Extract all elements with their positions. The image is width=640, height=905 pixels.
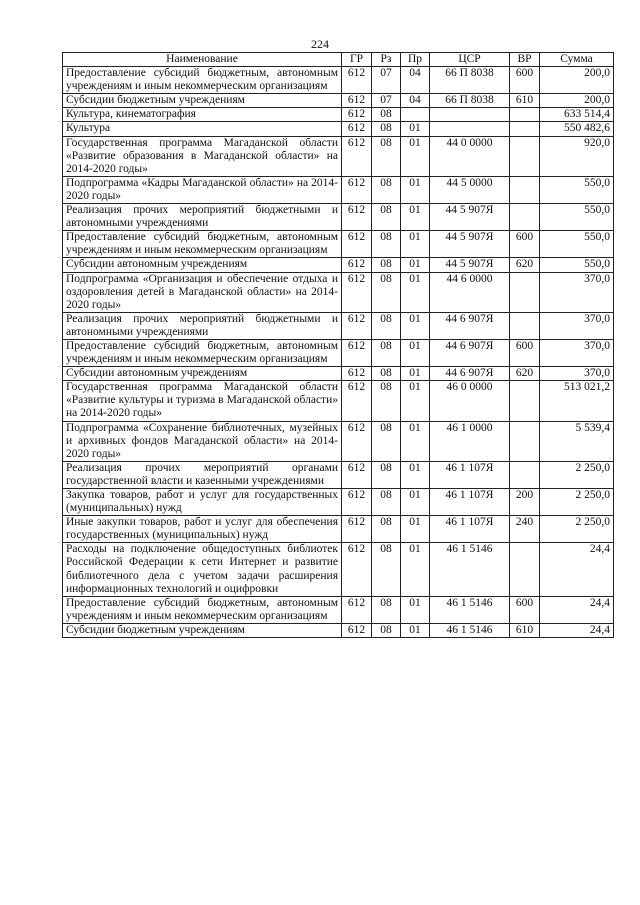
cell-vr bbox=[510, 461, 540, 488]
cell-csr: 46 1 5146 bbox=[430, 596, 510, 623]
cell-sum: 370,0 bbox=[540, 339, 614, 366]
cell-pr bbox=[401, 108, 430, 122]
page-number: 224 bbox=[311, 37, 329, 51]
cell-pr: 01 bbox=[401, 421, 430, 461]
cell-vr: 200 bbox=[510, 489, 540, 516]
table-row bbox=[63, 421, 614, 461]
table-row bbox=[63, 136, 614, 176]
cell-vr bbox=[510, 204, 540, 231]
cell-csr: 44 6 0000 bbox=[430, 272, 510, 312]
cell-csr: 46 1 107Я bbox=[430, 461, 510, 488]
cell-sum: 370,0 bbox=[540, 272, 614, 312]
cell-sum: 550,0 bbox=[540, 176, 614, 203]
cell-sum: 550 482,6 bbox=[540, 122, 614, 136]
cell-sum: 550,0 bbox=[540, 231, 614, 258]
column-header-name: Наименование bbox=[63, 53, 342, 67]
cell-vr bbox=[510, 122, 540, 136]
table-row bbox=[63, 108, 614, 122]
cell-rz: 08 bbox=[372, 367, 401, 381]
cell-csr: 44 0 0000 bbox=[430, 136, 510, 176]
cell-vr: 600 bbox=[510, 339, 540, 366]
cell-sum: 370,0 bbox=[540, 312, 614, 339]
cell-rz: 07 bbox=[372, 67, 401, 94]
table-row bbox=[63, 516, 614, 543]
cell-name: Государственная программа Магаданской области «Развитие культуры и туризма в Магаданской области» на 2014-2020 годы» bbox=[63, 381, 342, 421]
cell-name: Реализация прочих мероприятий бюджетными и автономными учреждениями bbox=[63, 204, 342, 231]
cell-csr: 44 6 907Я bbox=[430, 312, 510, 339]
cell-gr: 612 bbox=[342, 461, 372, 488]
table-row bbox=[63, 204, 614, 231]
table-row bbox=[63, 339, 614, 366]
budget-table bbox=[62, 52, 614, 638]
table-header-row bbox=[63, 53, 614, 67]
cell-pr: 01 bbox=[401, 272, 430, 312]
cell-name: Подпрограмма «Организация и обеспечение отдыха и оздоровления детей в Магаданской области» на 2014-2020 годы» bbox=[63, 272, 342, 312]
cell-csr: 46 1 0000 bbox=[430, 421, 510, 461]
cell-rz: 08 bbox=[372, 258, 401, 272]
cell-csr: 46 1 107Я bbox=[430, 516, 510, 543]
cell-csr: 44 5 907Я bbox=[430, 258, 510, 272]
cell-sum: 2 250,0 bbox=[540, 489, 614, 516]
table-row bbox=[63, 67, 614, 94]
cell-pr: 04 bbox=[401, 94, 430, 108]
cell-csr: 44 5 0000 bbox=[430, 176, 510, 203]
cell-gr: 612 bbox=[342, 258, 372, 272]
table-row bbox=[63, 94, 614, 108]
cell-csr: 46 1 5146 bbox=[430, 543, 510, 596]
cell-gr: 612 bbox=[342, 312, 372, 339]
cell-pr: 01 bbox=[401, 596, 430, 623]
cell-csr: 46 0 0000 bbox=[430, 381, 510, 421]
table-row bbox=[63, 176, 614, 203]
cell-rz: 08 bbox=[372, 108, 401, 122]
cell-vr bbox=[510, 312, 540, 339]
cell-name: Культура bbox=[63, 122, 342, 136]
cell-name: Расходы на подключение общедоступных библиотек Российской Федерации к сети Интернет и развитие библиотечного дела с учетом задачи расширения информационных технологий и оцифровки bbox=[63, 543, 342, 596]
cell-sum: 633 514,4 bbox=[540, 108, 614, 122]
cell-sum: 550,0 bbox=[540, 204, 614, 231]
cell-gr: 612 bbox=[342, 108, 372, 122]
cell-name: Закупка товаров, работ и услуг для государственных (муниципальных) нужд bbox=[63, 489, 342, 516]
cell-sum: 24,4 bbox=[540, 623, 614, 637]
cell-gr: 612 bbox=[342, 204, 372, 231]
cell-name: Реализация прочих мероприятий органами государственной власти и казенными учреждениями bbox=[63, 461, 342, 488]
cell-csr: 46 1 5146 bbox=[430, 623, 510, 637]
cell-gr: 612 bbox=[342, 623, 372, 637]
cell-rz: 08 bbox=[372, 381, 401, 421]
cell-pr: 01 bbox=[401, 461, 430, 488]
cell-pr: 01 bbox=[401, 176, 430, 203]
cell-rz: 08 bbox=[372, 231, 401, 258]
cell-gr: 612 bbox=[342, 596, 372, 623]
cell-pr: 01 bbox=[401, 258, 430, 272]
cell-gr: 612 bbox=[342, 516, 372, 543]
cell-csr bbox=[430, 122, 510, 136]
cell-vr: 600 bbox=[510, 596, 540, 623]
table-row bbox=[63, 623, 614, 637]
column-header-gr: ГР bbox=[342, 53, 372, 67]
table-row bbox=[63, 543, 614, 596]
cell-gr: 612 bbox=[342, 122, 372, 136]
column-header-pr: Пр bbox=[401, 53, 430, 67]
cell-gr: 612 bbox=[342, 67, 372, 94]
cell-rz: 08 bbox=[372, 516, 401, 543]
cell-rz: 08 bbox=[372, 136, 401, 176]
cell-pr: 04 bbox=[401, 67, 430, 94]
column-header-rz: Рз bbox=[372, 53, 401, 67]
cell-pr: 01 bbox=[401, 231, 430, 258]
cell-csr: 46 1 107Я bbox=[430, 489, 510, 516]
cell-name: Предоставление субсидий бюджетным, автономным учреждениям и иным некоммерческим организациям bbox=[63, 339, 342, 366]
cell-name: Предоставление субсидий бюджетным, автономным учреждениям и иным некоммерческим организациям bbox=[63, 596, 342, 623]
cell-gr: 612 bbox=[342, 136, 372, 176]
cell-name: Субсидии автономным учреждениям bbox=[63, 258, 342, 272]
column-header-vr: ВР bbox=[510, 53, 540, 67]
table-row bbox=[63, 312, 614, 339]
cell-name: Подпрограмма «Сохранение библиотечных, музейных и архивных фондов Магаданской области» на 2014-2020 годы» bbox=[63, 421, 342, 461]
table-row bbox=[63, 258, 614, 272]
cell-vr bbox=[510, 108, 540, 122]
cell-sum: 920,0 bbox=[540, 136, 614, 176]
cell-gr: 612 bbox=[342, 489, 372, 516]
table-row bbox=[63, 596, 614, 623]
cell-vr bbox=[510, 421, 540, 461]
column-header-csr: ЦСР bbox=[430, 53, 510, 67]
cell-pr: 01 bbox=[401, 543, 430, 596]
cell-csr: 44 5 907Я bbox=[430, 204, 510, 231]
table-row bbox=[63, 461, 614, 488]
cell-pr: 01 bbox=[401, 623, 430, 637]
cell-sum: 24,4 bbox=[540, 596, 614, 623]
cell-vr bbox=[510, 381, 540, 421]
cell-csr: 44 6 907Я bbox=[430, 339, 510, 366]
cell-vr: 610 bbox=[510, 623, 540, 637]
cell-pr: 01 bbox=[401, 136, 430, 176]
cell-rz: 07 bbox=[372, 94, 401, 108]
cell-name: Субсидии бюджетным учреждениям bbox=[63, 623, 342, 637]
cell-sum: 2 250,0 bbox=[540, 461, 614, 488]
cell-vr bbox=[510, 176, 540, 203]
cell-pr: 01 bbox=[401, 122, 430, 136]
cell-sum: 370,0 bbox=[540, 367, 614, 381]
cell-vr bbox=[510, 136, 540, 176]
cell-gr: 612 bbox=[342, 367, 372, 381]
cell-gr: 612 bbox=[342, 381, 372, 421]
cell-vr bbox=[510, 543, 540, 596]
cell-pr: 01 bbox=[401, 367, 430, 381]
cell-gr: 612 bbox=[342, 231, 372, 258]
cell-rz: 08 bbox=[372, 461, 401, 488]
table-row bbox=[63, 367, 614, 381]
table-row bbox=[63, 272, 614, 312]
cell-pr: 01 bbox=[401, 516, 430, 543]
cell-rz: 08 bbox=[372, 312, 401, 339]
cell-name: Иные закупки товаров, работ и услуг для обеспечения государственных (муниципальных) нужд bbox=[63, 516, 342, 543]
cell-rz: 08 bbox=[372, 596, 401, 623]
table-row bbox=[63, 122, 614, 136]
cell-csr: 44 5 907Я bbox=[430, 231, 510, 258]
cell-vr bbox=[510, 272, 540, 312]
column-header-sum: Сумма bbox=[540, 53, 614, 67]
cell-gr: 612 bbox=[342, 543, 372, 596]
cell-vr: 620 bbox=[510, 258, 540, 272]
cell-pr: 01 bbox=[401, 489, 430, 516]
cell-csr: 44 6 907Я bbox=[430, 367, 510, 381]
table-body bbox=[63, 67, 614, 638]
cell-gr: 612 bbox=[342, 176, 372, 203]
cell-sum: 24,4 bbox=[540, 543, 614, 596]
cell-gr: 612 bbox=[342, 339, 372, 366]
cell-sum: 550,0 bbox=[540, 258, 614, 272]
cell-csr: 66 П 8038 bbox=[430, 67, 510, 94]
cell-rz: 08 bbox=[372, 421, 401, 461]
cell-rz: 08 bbox=[372, 543, 401, 596]
cell-sum: 513 021,2 bbox=[540, 381, 614, 421]
cell-name: Субсидии автономным учреждениям bbox=[63, 367, 342, 381]
cell-name: Реализация прочих мероприятий бюджетными и автономными учреждениями bbox=[63, 312, 342, 339]
cell-vr: 620 bbox=[510, 367, 540, 381]
cell-name: Культура, кинематография bbox=[63, 108, 342, 122]
cell-pr: 01 bbox=[401, 381, 430, 421]
cell-vr: 600 bbox=[510, 67, 540, 94]
cell-sum: 2 250,0 bbox=[540, 516, 614, 543]
cell-csr: 66 П 8038 bbox=[430, 94, 510, 108]
cell-rz: 08 bbox=[372, 272, 401, 312]
cell-vr: 610 bbox=[510, 94, 540, 108]
cell-name: Субсидии бюджетным учреждениям bbox=[63, 94, 342, 108]
cell-csr bbox=[430, 108, 510, 122]
cell-name: Государственная программа Магаданской области «Развитие образования в Магаданской области» на 2014-2020 годы» bbox=[63, 136, 342, 176]
cell-name: Предоставление субсидий бюджетным, автономным учреждениям и иным некоммерческим организациям bbox=[63, 231, 342, 258]
cell-vr: 240 bbox=[510, 516, 540, 543]
cell-rz: 08 bbox=[372, 339, 401, 366]
cell-sum: 5 539,4 bbox=[540, 421, 614, 461]
cell-gr: 612 bbox=[342, 272, 372, 312]
table-row bbox=[63, 231, 614, 258]
cell-pr: 01 bbox=[401, 204, 430, 231]
cell-gr: 612 bbox=[342, 421, 372, 461]
cell-pr: 01 bbox=[401, 339, 430, 366]
cell-sum: 200,0 bbox=[540, 67, 614, 94]
cell-rz: 08 bbox=[372, 122, 401, 136]
cell-rz: 08 bbox=[372, 204, 401, 231]
table-row bbox=[63, 489, 614, 516]
cell-vr: 600 bbox=[510, 231, 540, 258]
cell-gr: 612 bbox=[342, 94, 372, 108]
cell-rz: 08 bbox=[372, 176, 401, 203]
cell-pr: 01 bbox=[401, 312, 430, 339]
table-row bbox=[63, 381, 614, 421]
cell-sum: 200,0 bbox=[540, 94, 614, 108]
cell-rz: 08 bbox=[372, 623, 401, 637]
cell-name: Подпрограмма «Кадры Магаданской области» на 2014-2020 годы» bbox=[63, 176, 342, 203]
cell-rz: 08 bbox=[372, 489, 401, 516]
cell-name: Предоставление субсидий бюджетным, автономным учреждениям и иным некоммерческим организациям bbox=[63, 67, 342, 94]
